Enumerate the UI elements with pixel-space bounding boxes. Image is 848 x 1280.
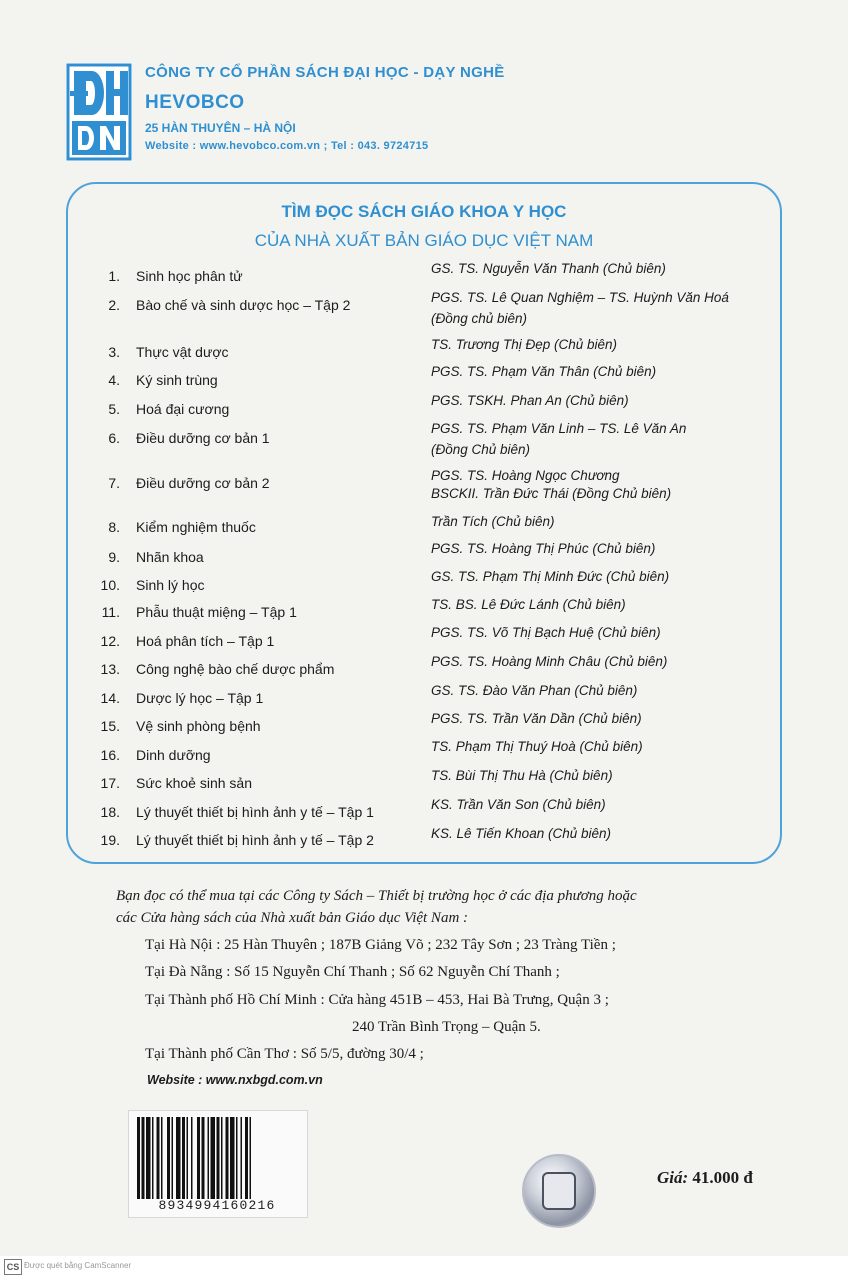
book-number: 13. [100,661,120,677]
camscanner-logo-icon: CS [4,1259,22,1275]
barcode-bar [236,1117,238,1199]
book-author: TS. Bùi Thị Thu Hà (Chủ biên) [431,768,613,783]
scanner-watermark [0,1256,848,1280]
barcode-bar [182,1117,185,1199]
barcode-bar [161,1117,163,1199]
book-title: Lý thuyết thiết bị hình ảnh y tế – Tập 1 [136,804,374,820]
book-author: PGS. TS. Hoàng Thị Phúc (Chủ biên) [431,541,656,556]
book-title: Phẫu thuật miệng – Tập 1 [136,604,297,620]
barcode-bars [135,1117,301,1199]
barcode-bar [191,1117,193,1199]
price-value: 41.000 đ [692,1168,753,1187]
footer-intro-line1: Bạn đọc có thể mua tại các Công ty Sách – Thiết bị trường học ở các địa phương hoặc [116,888,637,904]
book-author: PGS. TS. Hoàng Ngọc Chương [431,468,620,483]
book-author: TS. BS. Lê Đức Lánh (Chủ biên) [431,597,626,612]
barcode-bar [176,1117,181,1199]
book-title: Dinh dưỡng [136,747,211,763]
book-author: PGS. TS. Võ Thị Bạch Huệ (Chủ biên) [431,625,661,640]
barcode-bar [146,1117,151,1199]
footer-intro-line2: các Cửa hàng sách của Nhà xuất bản Giáo dục Việt Nam : [116,910,469,926]
book-author: GS. TS. Nguyễn Văn Thanh (Chủ biên) [431,261,666,276]
book-title: Hoá phân tích – Tập 1 [136,633,275,649]
barcode-bar [241,1117,243,1199]
barcode-bar [226,1117,229,1199]
barcode-bar [221,1117,223,1199]
scanner-text: Được quét bằng CamScanner [24,1261,132,1270]
book-title: Sinh lý học [136,577,205,593]
publisher-brand: HEVOBCO [145,92,245,113]
book-author-line2: (Đồng chủ biên) [431,311,528,326]
book-title: Ký sinh trùng [136,372,218,388]
book-title: Bào chế và sinh dược học – Tập 2 [136,297,351,313]
book-list-title: TÌM ĐỌC SÁCH GIÁO KHOA Y HỌC [281,202,567,221]
book-number: 10. [100,577,120,593]
publisher-name: CÔNG TY CỔ PHẦN SÁCH ĐẠI HỌC - DẠY NGHỀ [145,64,505,81]
book-author: PGS. TS. Phạm Văn Linh – TS. Lê Văn An [431,421,687,436]
footer-website: Website : www.nxbgd.com.vn [147,1073,323,1087]
book-number: 16. [100,747,120,763]
store-location: Tại Thành phố Hồ Chí Minh : Cửa hàng 451B – 453, Hai Bà Trưng, Quận 3 ; [145,992,609,1008]
book-title: Nhãn khoa [136,549,204,565]
store-location: Tại Đà Nẵng : Số 15 Nguyễn Chí Thanh ; Số 62 Nguyễn Chí Thanh ; [145,964,560,980]
book-number: 5. [108,401,120,417]
barcode-number: 8934994160216 [158,1198,276,1213]
barcode-bar [208,1117,210,1199]
store-location: Tại Hà Nội : 25 Hàn Thuyên ; 187B Giảng Võ ; 232 Tây Sơn ; 23 Tràng Tiền ; [145,937,616,953]
book-number: 15. [100,718,120,734]
book-number: 6. [108,430,120,446]
price-label: Giá: [657,1168,689,1187]
book-title: Hoá đại cương [136,401,230,417]
barcode-bar [157,1117,160,1199]
hologram-seal-icon [522,1154,596,1228]
barcode-bar [187,1117,189,1199]
barcode-bar [142,1117,145,1199]
barcode-bar [137,1117,140,1199]
barcode-bar [250,1117,252,1199]
book-author: KS. Trần Văn Son (Chủ biên) [431,797,606,812]
book-author: PGS. TSKH. Phan An (Chủ biên) [431,393,629,408]
book-title: Công nghệ bào chế dược phẩm [136,661,335,677]
book-title: Điều dưỡng cơ bản 1 [136,430,270,446]
price [657,1168,753,1188]
barcode-bar [211,1117,216,1199]
book-title: Thực vật dược [136,344,229,360]
book-author: GS. TS. Phạm Thị Minh Đức (Chủ biên) [431,569,670,584]
store-location: Tại Thành phố Cần Thơ : Số 5/5, đường 30/4 ; [145,1046,424,1062]
book-author: TS. Trương Thị Đẹp (Chủ biên) [431,337,618,352]
barcode-bar [230,1117,235,1199]
book-author-line2: (Đồng Chủ biên) [431,442,531,457]
book-number: 14. [100,690,120,706]
book-number: 7. [108,475,120,491]
barcode-bar [172,1117,174,1199]
barcode-bar [202,1117,205,1199]
publisher-address: 25 HÀN THUYÊN – HÀ NỘI [145,121,296,135]
book-title: Sức khoẻ sinh sản [136,775,252,791]
book-number: 2. [108,297,120,313]
barcode-bar [152,1117,154,1199]
book-number: 18. [100,804,120,820]
book-title: Dược lý học – Tập 1 [136,690,264,706]
book-list-subtitle: CỦA NHÀ XUẤT BẢN GIÁO DỤC VIỆT NAM [254,231,594,250]
barcode-bar [245,1117,248,1199]
book-author: TS. Phạm Thị Thuý Hoà (Chủ biên) [431,739,643,754]
book-author: GS. TS. Đào Văn Phan (Chủ biên) [431,683,638,698]
book-author: PGS. TS. Lê Quan Nghiệm – TS. Huỳnh Văn Hoá [431,290,729,305]
book-number: 8. [108,519,120,535]
book-title: Kiểm nghiệm thuốc [136,519,256,535]
book-author-line2: BSCKII. Trần Đức Thái (Đồng Chủ biên) [431,486,672,501]
book-author: KS. Lê Tiến Khoan (Chủ biên) [431,826,611,841]
book-number: 17. [100,775,120,791]
book-number: 12. [100,633,120,649]
barcode-bar [167,1117,170,1199]
book-author: Trần Tích (Chủ biên) [431,514,555,529]
book-number: 1. [108,268,120,284]
book-author: PGS. TS. Hoàng Minh Châu (Chủ biên) [431,654,668,669]
barcode-bar [217,1117,220,1199]
book-title: Lý thuyết thiết bị hình ảnh y tế – Tập 2 [136,832,374,848]
book-author: PGS. TS. Trần Văn Dần (Chủ biên) [431,711,642,726]
book-number: 9. [108,549,120,565]
seal-emblem-icon [542,1172,576,1210]
publisher-contact: Website : www.hevobco.com.vn ; Tel : 043. 9724715 [145,140,429,152]
book-number: 4. [108,372,120,388]
book-title: Vệ sinh phòng bệnh [136,718,261,734]
book-author: PGS. TS. Phạm Văn Thân (Chủ biên) [431,364,657,379]
store-location: 240 Trần Bình Trọng – Quận 5. [352,1019,541,1035]
book-number: 19. [100,832,120,848]
book-title: Sinh học phân tử [136,268,243,284]
book-title: Điều dưỡng cơ bản 2 [136,475,270,491]
book-number: 11. [101,604,120,620]
barcode-bar [197,1117,200,1199]
book-number: 3. [108,344,120,360]
